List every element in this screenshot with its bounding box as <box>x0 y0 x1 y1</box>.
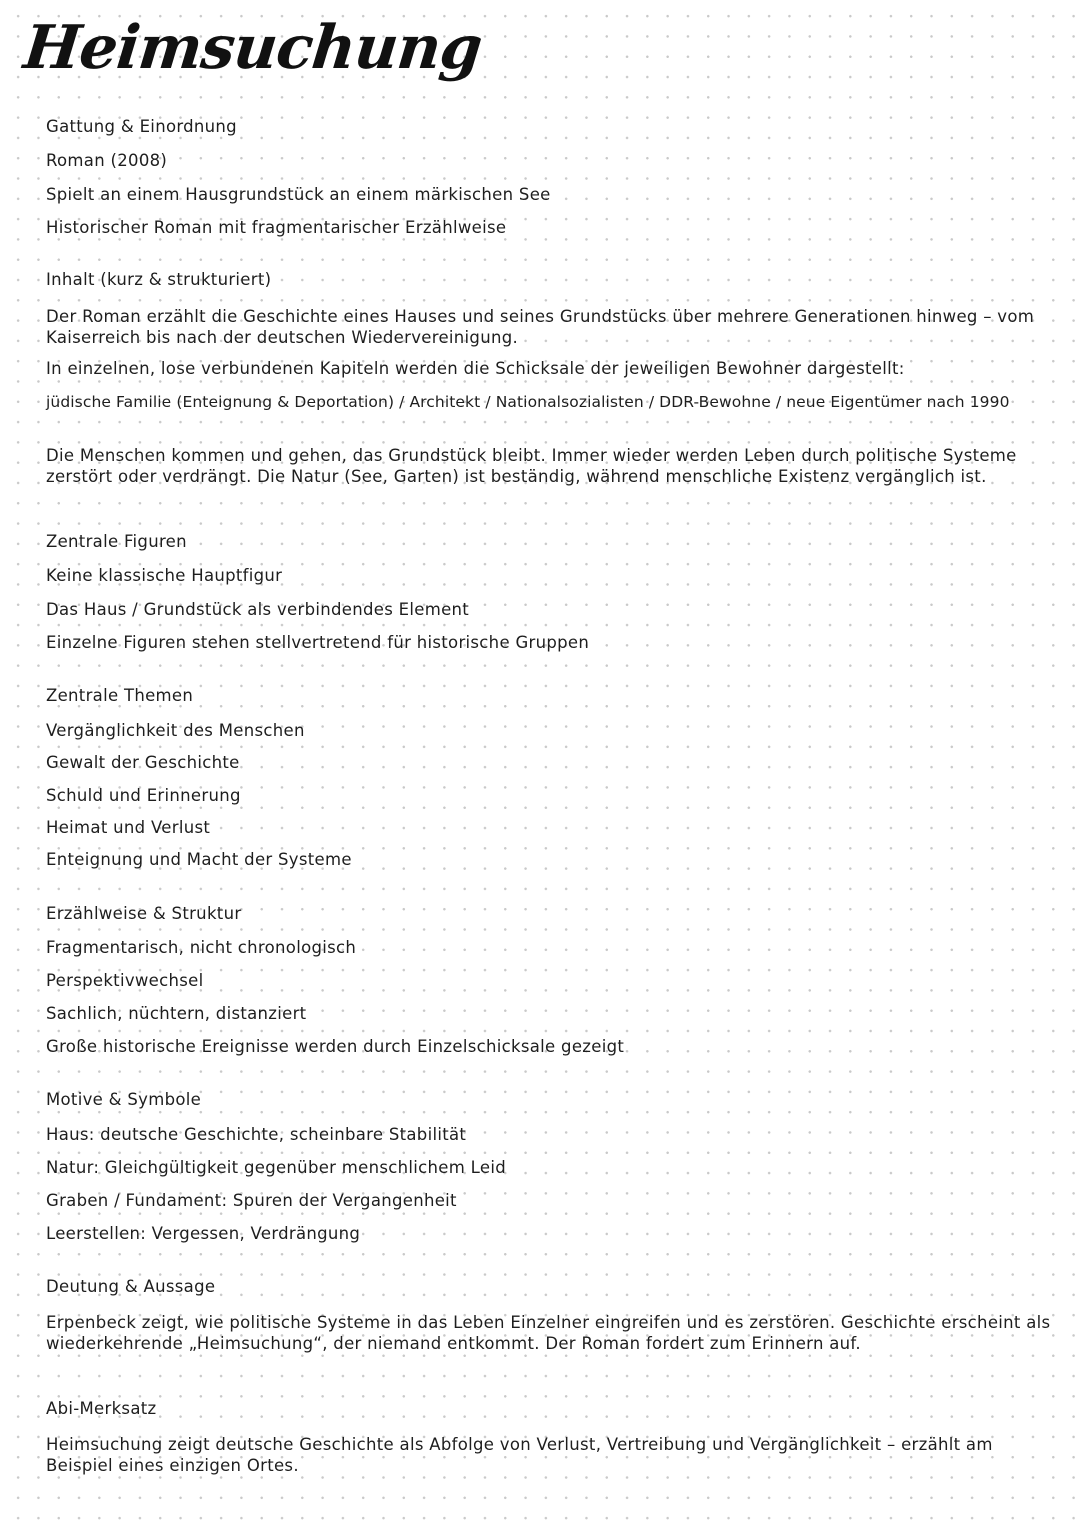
section-heading-gattung: Gattung & Einordnung <box>46 117 237 136</box>
list-item: Keine klassische Hauptfigur <box>46 566 283 585</box>
section-heading-motive: Motive & Symbole <box>46 1090 202 1109</box>
section-heading-erzaehlweise: Erzählweise & Struktur <box>46 904 242 923</box>
list-item: Einzelne Figuren stehen stellvertretend für historische Gruppen <box>46 633 590 652</box>
list-item: Das Haus / Grundstück als verbindendes Element <box>46 600 470 619</box>
page-title: Heimsuchung <box>20 13 485 83</box>
section-heading-inhalt: Inhalt (kurz & strukturiert) <box>46 270 272 289</box>
paragraph: Erpenbeck zeigt, wie politische Systeme in das Leben Einzelner eingreifen und es zerstören. Geschichte erscheint als wiederkehrende „Heimsuchung“, der niemand entkommt. Der Roman fordert zum Erinnern auf. <box>46 1313 1051 1353</box>
list-item: Graben / Fundament: Spuren der Vergangenheit <box>46 1191 457 1210</box>
list-item: Spielt an einem Hausgrundstück an einem märkischen See <box>46 185 551 204</box>
list-item: Enteignung und Macht der Systeme <box>46 850 352 869</box>
paragraph: Der Roman erzählt die Geschichte eines Hauses und seines Grundstücks über mehrere Generationen hinweg – vom Kaiserreich bis nach der deutschen Wiedervereinigung. <box>46 307 1035 347</box>
section-heading-merksatz: Abi-Merksatz <box>46 1399 157 1418</box>
list-item: Schuld und Erinnerung <box>46 786 241 805</box>
paragraph: jüdische Familie (Enteignung & Deportation) / Architekt / Nationalsozialisten / DDR-Bewohne / neue Eigentümer nach 1990 <box>46 393 1010 411</box>
paragraph: Heimsuchung zeigt deutsche Geschichte als Abfolge von Verlust, Vertreibung und Vergänglichkeit – erzählt am Beispiel eines einzigen Ortes. <box>46 1435 993 1475</box>
list-item: Vergänglichkeit des Menschen <box>46 721 305 740</box>
list-item: Perspektivwechsel <box>46 971 204 990</box>
list-item: Roman (2008) <box>46 151 168 170</box>
list-item: Natur: Gleichgültigkeit gegenüber menschlichem Leid <box>46 1158 506 1177</box>
list-item: Fragmentarisch, nicht chronologisch <box>46 938 357 957</box>
list-item: Leerstellen: Vergessen, Verdrängung <box>46 1224 361 1243</box>
list-item: Sachlich, nüchtern, distanziert <box>46 1004 307 1023</box>
paragraph: In einzelnen, lose verbundenen Kapiteln werden die Schicksale der jeweiligen Bewohner dargestellt: <box>46 359 905 378</box>
paragraph: Die Menschen kommen und gehen, das Grundstück bleibt. Immer wieder werden Leben durch politische Systeme zerstört oder verdrängt. Die Natur (See, Garten) ist beständig, während menschliche Existenz vergänglich ist. <box>46 446 1017 486</box>
list-item: Große historische Ereignisse werden durch Einzelschicksale gezeigt <box>46 1037 625 1056</box>
list-item: Haus: deutsche Geschichte, scheinbare Stabilität <box>46 1125 467 1144</box>
list-item: Gewalt der Geschichte <box>46 753 240 772</box>
section-heading-deutung: Deutung & Aussage <box>46 1277 216 1296</box>
list-item: Heimat und Verlust <box>46 818 211 837</box>
section-heading-themen: Zentrale Themen <box>46 686 194 705</box>
section-heading-figuren: Zentrale Figuren <box>46 532 187 551</box>
list-item: Historischer Roman mit fragmentarischer Erzählweise <box>46 218 507 237</box>
